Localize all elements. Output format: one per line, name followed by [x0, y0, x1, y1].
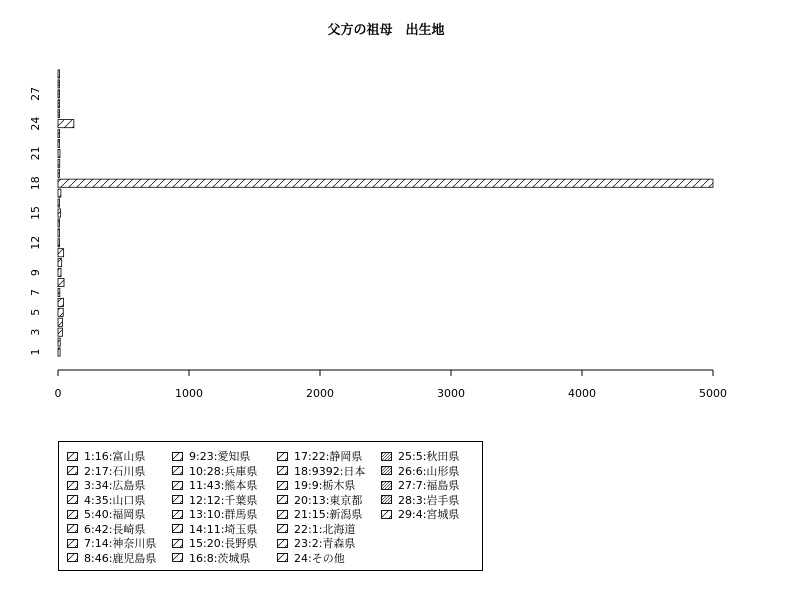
legend-item: [172, 551, 277, 566]
legend-label: 26:6:山形県: [398, 464, 460, 478]
legend-label: 9:23:愛知県: [189, 450, 251, 464]
y-tick-label: 1: [29, 348, 42, 356]
legend-label: 1:16:富山県: [84, 450, 146, 464]
legend-item: [277, 522, 381, 537]
x-tick-label: 0: [54, 387, 62, 400]
legend-label: 25:5:秋田県: [398, 450, 460, 464]
legend-item: [381, 449, 481, 464]
legend-swatch: [277, 452, 288, 461]
legend-swatch: [67, 553, 78, 562]
x-tick-label: 3000: [437, 387, 465, 400]
legend-item: [277, 478, 381, 493]
y-tick-label: 21: [29, 146, 42, 161]
legend-item: [381, 464, 481, 479]
legend-label: 12:12:千葉県: [189, 493, 258, 507]
legend-item: [172, 478, 277, 493]
bar-23: [58, 129, 60, 137]
legend-label: 22:1:北海道: [294, 522, 356, 536]
x-tick-label: 4000: [568, 387, 596, 400]
legend-swatch: [277, 539, 288, 548]
legend-label: 7:14:神奈川県: [84, 537, 157, 551]
legend-swatch: [67, 452, 78, 461]
bar-14: [58, 219, 60, 227]
legend-label: 15:20:長野県: [189, 537, 258, 551]
bar-20: [58, 159, 60, 167]
legend-swatch: [277, 466, 288, 475]
legend-swatch: [381, 510, 392, 519]
legend-item: [277, 551, 381, 566]
legend-item: [67, 449, 172, 464]
y-tick-label: 24: [29, 116, 42, 131]
legend-item: [381, 493, 481, 508]
legend-label: 18:9392:日本: [294, 464, 366, 478]
bar-2: [58, 338, 60, 346]
legend: [58, 441, 483, 571]
x-tick-label: 2000: [306, 387, 334, 400]
legend-swatch: [172, 553, 183, 562]
legend-swatch: [67, 481, 78, 490]
legend-swatch: [172, 495, 183, 504]
y-tick-label: 5: [29, 308, 42, 316]
legend-item: [172, 449, 277, 464]
bar-6: [58, 298, 64, 306]
x-tick-label: 5000: [699, 387, 727, 400]
bar-3: [58, 328, 62, 336]
bar-28: [58, 80, 60, 88]
legend-item: [172, 536, 277, 551]
legend-swatch: [381, 466, 392, 475]
legend-swatch: [277, 510, 288, 519]
legend-label: 21:15:新潟県: [294, 508, 363, 522]
legend-item: [277, 536, 381, 551]
legend-swatch: [67, 539, 78, 548]
y-tick-label: 18: [29, 176, 42, 191]
bar-9: [58, 269, 61, 277]
legend-item: [172, 522, 277, 537]
bar-21: [58, 149, 60, 157]
legend-label: 28:3:岩手県: [398, 493, 460, 507]
legend-swatch: [381, 495, 392, 504]
legend-item: [67, 536, 172, 551]
legend-swatch: [172, 539, 183, 548]
bar-25: [58, 110, 60, 118]
legend-item: [67, 551, 172, 566]
bar-12: [58, 239, 60, 247]
legend-swatch: [172, 466, 183, 475]
legend-swatch: [172, 452, 183, 461]
legend-label: 14:11:埼玉県: [189, 522, 258, 536]
y-tick-label: 12: [29, 235, 42, 250]
bar-8: [58, 278, 64, 286]
legend-swatch: [67, 495, 78, 504]
legend-item: [381, 478, 481, 493]
y-tick-label: 3: [29, 328, 42, 336]
bar-16: [58, 199, 60, 207]
legend-item: [67, 493, 172, 508]
legend-label: 11:43:熊本県: [189, 479, 258, 493]
legend-label: 6:42:長崎県: [84, 522, 146, 536]
bar-27: [58, 90, 60, 98]
legend-label: 3:34:広島県: [84, 479, 146, 493]
legend-label: 19:9:栃木県: [294, 479, 356, 493]
legend-swatch: [67, 524, 78, 533]
legend-label: 10:28:兵庫県: [189, 464, 258, 478]
bar-7: [58, 288, 60, 296]
bar-1: [58, 348, 60, 356]
legend-label: 20:13:東京都: [294, 493, 363, 507]
legend-item: [67, 478, 172, 493]
legend-swatch: [172, 524, 183, 533]
bar-26: [58, 100, 60, 108]
bar-19: [58, 169, 60, 177]
bar-15: [58, 209, 61, 217]
legend-swatch: [172, 510, 183, 519]
legend-swatch: [381, 452, 392, 461]
legend-label: 2:17:石川県: [84, 464, 146, 478]
legend-item: [67, 507, 172, 522]
legend-item: [172, 493, 277, 508]
legend-item: [277, 507, 381, 522]
bar-10: [58, 259, 62, 267]
bar-17: [58, 189, 61, 197]
legend-item: [67, 522, 172, 537]
legend-swatch: [277, 524, 288, 533]
legend-swatch: [277, 495, 288, 504]
legend-label: 24:その他: [294, 551, 345, 565]
y-tick-label: 15: [29, 206, 42, 220]
legend-swatch: [277, 481, 288, 490]
x-tick-label: 1000: [175, 387, 203, 400]
legend-swatch: [277, 553, 288, 562]
bar-29: [58, 70, 60, 78]
legend-label: 17:22:静岡県: [294, 450, 363, 464]
legend-item: [172, 507, 277, 522]
legend-label: 29:4:宮城県: [398, 508, 460, 522]
legend-label: 27:7:福島県: [398, 479, 460, 493]
legend-label: 8:46:鹿児島県: [84, 551, 157, 565]
legend-item: [277, 449, 381, 464]
chart-title: 父方の祖母 出生地: [327, 23, 445, 38]
y-tick-label: 9: [29, 269, 42, 277]
bar-24: [58, 120, 74, 128]
legend-label: 13:10:群馬県: [189, 508, 258, 522]
bar-18: [58, 179, 713, 187]
bar-4: [58, 318, 63, 326]
bar-22: [58, 139, 60, 147]
legend-swatch: [67, 466, 78, 475]
legend-label: 16:8:茨城県: [189, 551, 251, 565]
legend-item: [277, 493, 381, 508]
legend-item: [67, 464, 172, 479]
bar-5: [58, 308, 63, 316]
bar-13: [58, 229, 60, 237]
y-tick-label: 27: [29, 86, 42, 101]
legend-label: 23:2:青森県: [294, 537, 356, 551]
y-tick-label: 7: [29, 288, 42, 296]
legend-item: [172, 464, 277, 479]
bar-11: [58, 249, 64, 257]
legend-item: [277, 464, 381, 479]
legend-label: 4:35:山口県: [84, 493, 146, 507]
legend-item: [381, 507, 481, 522]
legend-swatch: [67, 510, 78, 519]
legend-swatch: [172, 481, 183, 490]
legend-swatch: [381, 481, 392, 490]
legend-label: 5:40:福岡県: [84, 508, 146, 522]
